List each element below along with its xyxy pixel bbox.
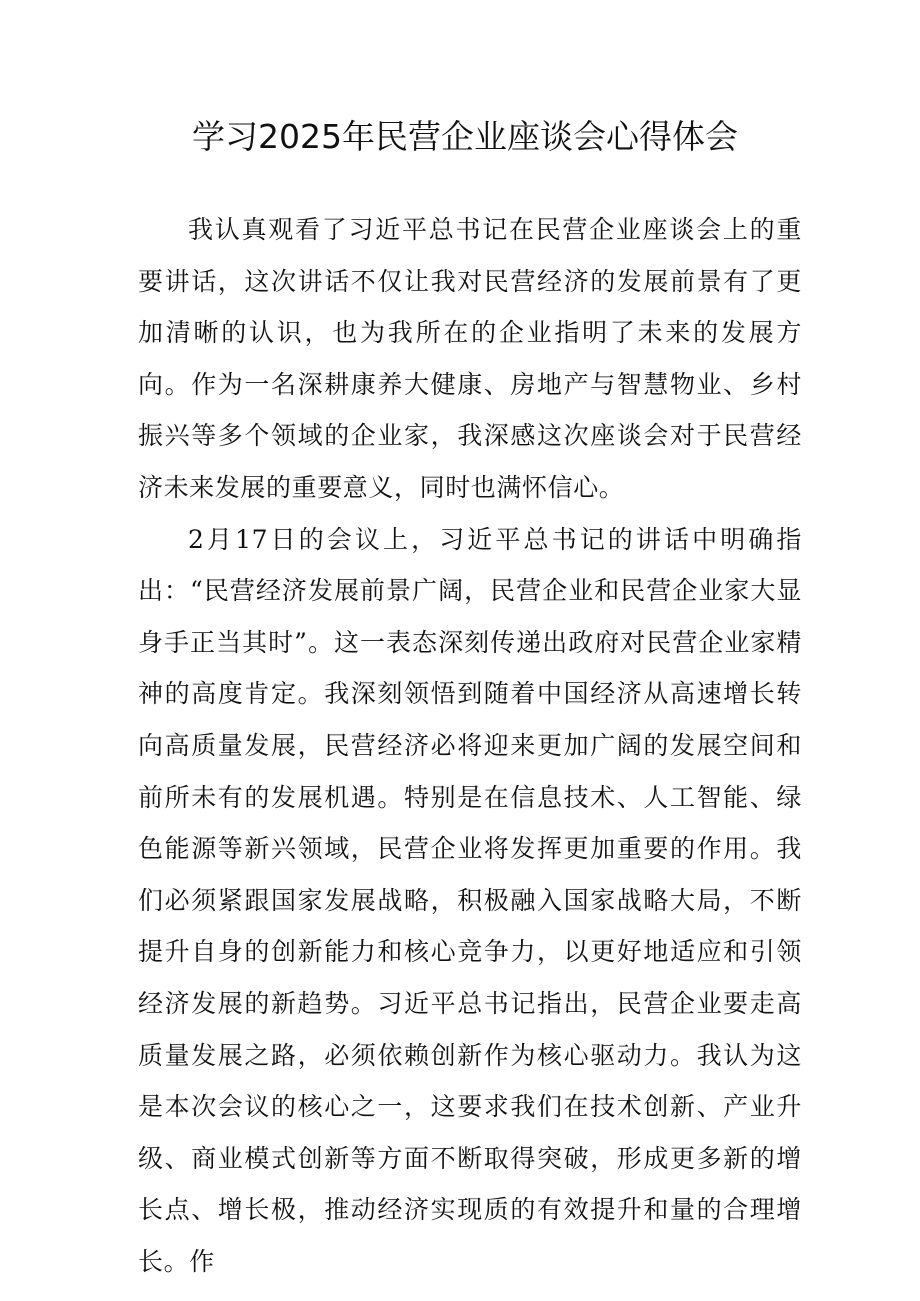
- document-body: [138, 204, 802, 1287]
- document-title: 学习2025年民营企业座谈会心得体会: [192, 117, 738, 156]
- paragraph-1: 我认真观看了习近平总书记在民营企业座谈会上的重要讲话，这次讲话不仅让我对民营经济的发展前景有了更加清晰的认识，也为我所在的企业指明了未来的发展方向。作为一名深耕康养大健康、房地产与智慧物业、乡村振兴等多个领域的企业家，我深感这次座谈会对于民营经济未来发展的重要意义，同时也满怀信心。: [138, 215, 802, 502]
- paragraph-2: 2月17日的会议上，习近平总书记的讲话中明确指出：“民营经济发展前景广阔，民营企业和民营企业家大显身手正当其时”。这一表态深刻传递出政府对民营企业家精神的高度肯定。我深刻领悟到随着中国经济从高速增长转向高质量发展，民营经济必将迎来更加广阔的发展空间和前所未有的发展机遇。特别是在信息技术、人工智能、绿色能源等新兴领域，民营企业将发挥更加重要的作用。我们必须紧跟国家发展战略，积极融入国家战略大局，不断提升自身的创新能力和核心竞争力，以更好地适应和引领经济发展的新趋势。习近平总书记指出，民营企业要走高质量发展之路，必须依赖创新作为核心驱动力。我认为这是本次会议的核心之一，这要求我们在技术创新、产业升级、商业模式创新等方面不断取得突破，形成更多新的增长点、增长极，推动经济实现质的有效提升和量的合理增长。作: [138, 524, 802, 1276]
